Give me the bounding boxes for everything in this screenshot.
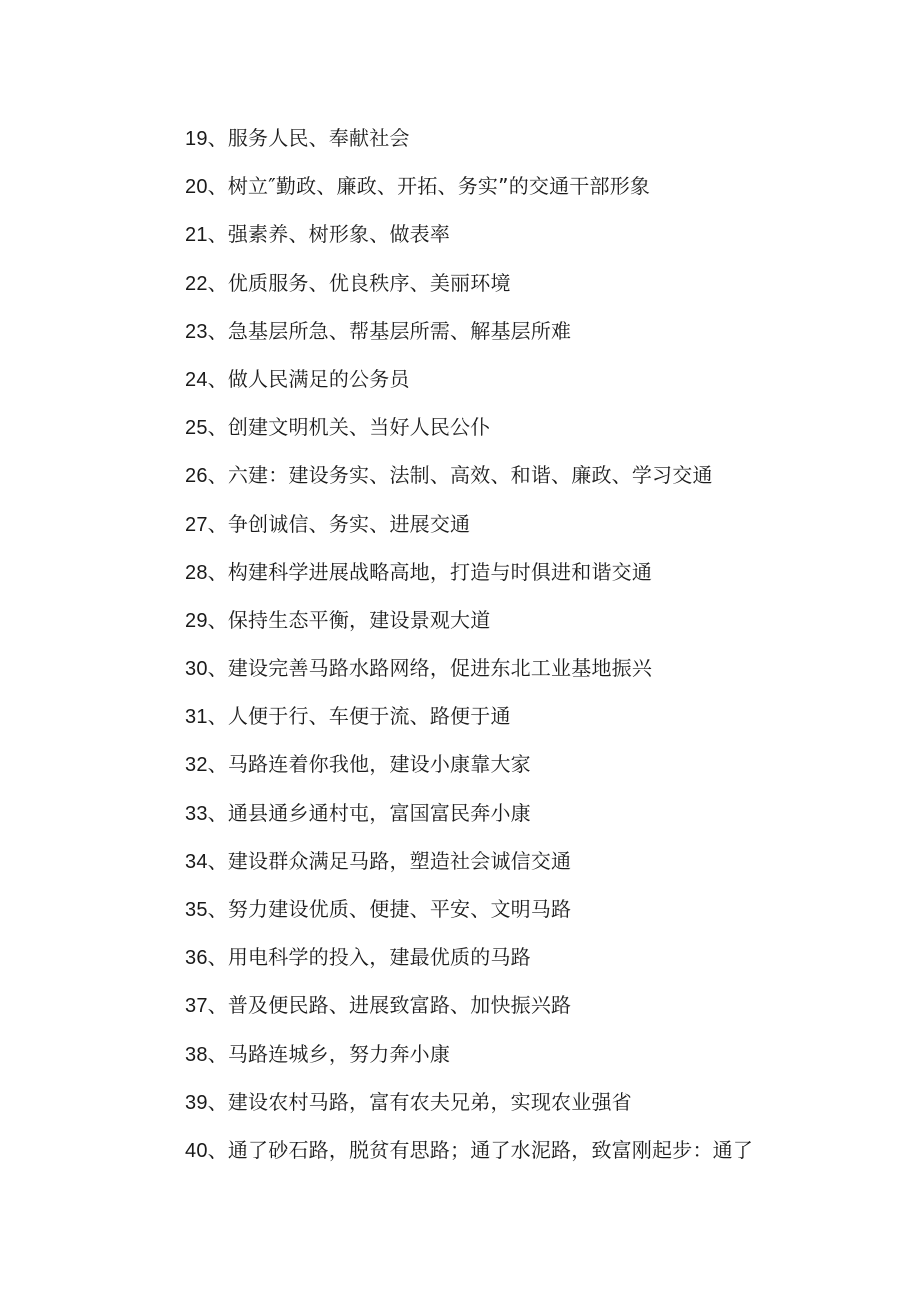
item-text: 、急基层所急、帮基层所需、解基层所难 [207, 318, 572, 343]
item-text: 、做人民满足的公务员 [207, 366, 410, 391]
item-text: 、建设群众满足马路，塑造社会诚信交通 [207, 848, 572, 873]
item-text: 、建设农村马路，富有农夫兄弟，实现农业强省 [207, 1089, 632, 1114]
item-number: 38 [185, 1043, 208, 1066]
list-item [145, 885, 775, 933]
list-item [145, 740, 775, 788]
item-number: 19 [185, 128, 208, 150]
item-text: 、强素养、树形象、做表率 [207, 222, 451, 247]
item-number: 37 [185, 995, 208, 1018]
item-number: 23 [185, 320, 208, 343]
item-text: 、构建科学进展战略高地，打造与时俱进和谐交通 [207, 559, 653, 584]
item-number: 22 [185, 272, 208, 295]
list-item [145, 403, 775, 451]
item-number: 32 [185, 754, 208, 777]
item-number: 31 [185, 706, 208, 729]
list-item [145, 837, 775, 885]
item-text: 、保持生态平衡，建设景观大道 [207, 607, 491, 632]
item-text: 、优质服务、优良秩序、美丽环境 [207, 270, 511, 295]
item-number: 20 [185, 176, 208, 199]
item-text: 、用电科学的投入，建最优质的马路 [207, 945, 531, 970]
list-item [145, 789, 775, 837]
item-text: 、树立″勤政、廉政、开拓、务实”的交通干部形象 [207, 174, 651, 199]
item-text: 、争创诚信、务实、进展交通 [207, 511, 471, 536]
list-item [145, 355, 775, 403]
item-number: 28 [185, 561, 208, 584]
item-number: 30 [185, 658, 208, 681]
item-text: 、通了砂石路，脱贫有思路；通了水泥路，致富刚起步：通了 [207, 1137, 754, 1162]
list-item [145, 500, 775, 548]
list-item [145, 692, 775, 740]
item-number: 34 [185, 850, 208, 873]
item-text: 、服务人民、奉献社会 [207, 126, 410, 150]
list-item [145, 307, 775, 355]
item-number: 33 [185, 802, 208, 825]
item-number: 27 [185, 513, 208, 536]
list-item [145, 1030, 775, 1078]
item-text: 、建设完善马路水路网络，促进东北工业基地振兴 [207, 656, 653, 681]
item-number: 40 [185, 1139, 208, 1162]
list-item [145, 933, 775, 981]
list-item [145, 644, 775, 692]
item-number: 39 [185, 1091, 208, 1114]
item-number: 21 [185, 224, 208, 247]
item-text: 、马路连城乡，努力奔小康 [207, 1041, 451, 1066]
item-number: 25 [185, 417, 208, 440]
list-item [145, 596, 775, 644]
item-text: 、努力建设优质、便捷、平安、文明马路 [207, 897, 572, 921]
list-item [145, 1126, 775, 1165]
item-number: 36 [185, 947, 208, 970]
item-text: 、创建文明机关、当好人民公仆 [207, 415, 491, 440]
list-item [145, 451, 775, 499]
item-text: 、六建：建设务实、法制、高效、和谐、廉政、学习交通 [207, 463, 713, 488]
list-item [145, 162, 775, 210]
slogan-list [145, 114, 775, 1165]
list-item [145, 259, 775, 307]
item-text: 、人便于行、车便于流、路便于通 [207, 704, 511, 729]
list-item [145, 548, 775, 596]
item-number: 29 [185, 609, 208, 632]
item-number: 24 [185, 368, 208, 391]
list-item [145, 981, 775, 1029]
item-text: 、马路连着你我他，建设小康靠大家 [207, 752, 531, 777]
item-text: 、普及便民路、进展致富路、加快振兴路 [207, 993, 572, 1018]
item-text: 、通县通乡通村屯，富国富民奔小康 [207, 800, 531, 825]
list-item [145, 1078, 775, 1126]
item-number: 26 [185, 465, 208, 488]
list-item [145, 210, 775, 258]
item-number: 35 [185, 899, 208, 921]
list-item [145, 114, 775, 162]
